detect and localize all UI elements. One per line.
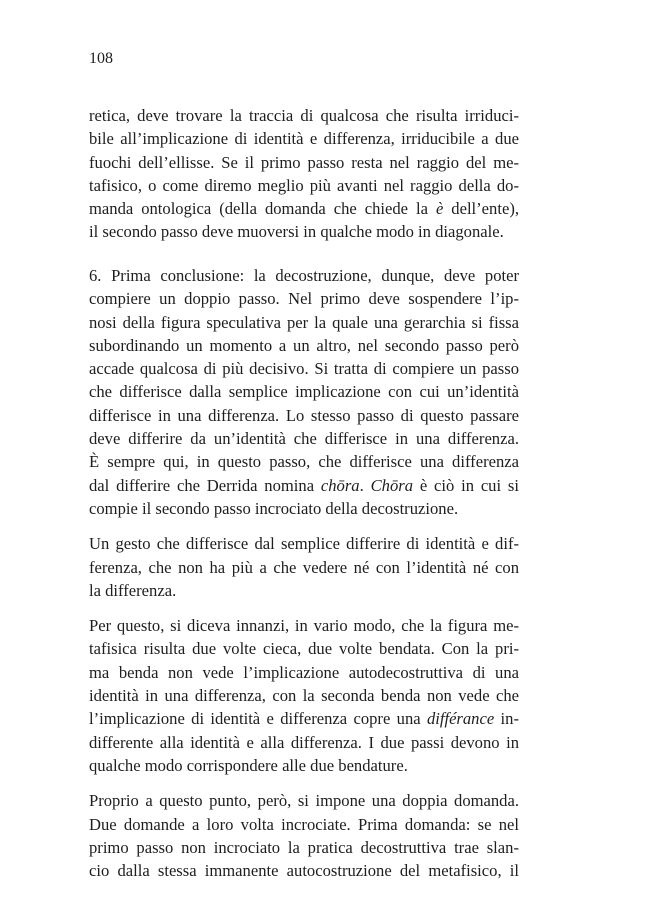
text-line: 6. Prima conclusione: la decostruzione, dunque, deve poter: [89, 266, 519, 285]
text-block-section-6: [89, 264, 519, 882]
paragraph: [89, 104, 519, 244]
text-line: Due domande a loro volta incrociate. Prima domanda: se nel: [89, 814, 519, 834]
text-line: [89, 474, 519, 497]
text-line: compie il secondo passo incrociato della decostruzione.: [89, 498, 459, 518]
text-line: Proprio a questo punto, però, si impone una doppia domanda.: [89, 791, 519, 811]
text-line: primo passo non incrociato la pratica decostruttiva trae slan-: [89, 837, 519, 857]
paragraph: [89, 614, 519, 777]
text-line: subordinando un momento a un altro, nel secondo passo però: [89, 335, 519, 355]
paragraph: [89, 264, 519, 520]
page-number: 108: [89, 50, 113, 67]
text-line: Un gesto che differisce dal semplice differire di identità e dif-: [89, 534, 519, 554]
text-line: deve differire da un’identità che differisce in una differenza.: [89, 429, 519, 449]
text-run: .: [359, 475, 371, 495]
text-line: che differisce dalla semplice implicazione con cui un’identità: [89, 382, 519, 402]
text-run: l’implicazione di identità e differenza copre una: [89, 709, 427, 729]
text-line: retica, deve trovare la traccia di qualcosa che risulta irriduci-: [89, 106, 519, 125]
text-line: differisce in una differenza. Lo stesso passo di questo passare: [89, 405, 519, 425]
italic-text: è: [435, 199, 444, 219]
text-line: bile all’implicazione di identità e differenza, irriducibile a due: [89, 129, 519, 149]
text-line: ferenza, che non ha più a che vedere né con l’identità né con: [89, 557, 519, 577]
text-line: nosi della figura speculativa per la quale una gerarchia si fissa: [89, 312, 519, 332]
text-line: differente alla identità e alla differenza. I due passi devono in: [89, 732, 519, 752]
italic-text: différance: [426, 709, 495, 729]
text-line: tafisica risulta due volte cieca, due volte bendata. Con la pri-: [89, 639, 519, 659]
text-line: fuochi dell’ellisse. Se il primo passo resta nel raggio del me-: [89, 152, 519, 172]
text-line: tafisico, o come diremo meglio più avanti nel raggio della do-: [89, 175, 519, 195]
text-line: Per questo, si diceva innanzi, in vario modo, che la figura me-: [89, 616, 519, 636]
text-line: la differenza.: [89, 580, 177, 600]
text-run: manda ontologica (della domanda che chiede la: [89, 199, 436, 219]
italic-text: chōra: [320, 475, 360, 495]
text-line: identità in una differenza, con la seconda benda non vede che: [89, 686, 519, 706]
text-line: il secondo passo deve muoversi in qualche modo in diagonale.: [89, 222, 504, 242]
text-line: È sempre qui, in questo passo, che differisce una differenza: [89, 452, 519, 472]
italic-text: Chōra: [370, 475, 413, 495]
text-line: qualche modo corrispondere alle due bendature.: [89, 755, 408, 775]
text-block-continuation: [89, 104, 519, 244]
text-run: dal differire che Derrida nomina: [89, 475, 321, 495]
paragraph: [89, 532, 519, 602]
text-line: [89, 707, 519, 730]
text-line: ma benda non vede l’implicazione autodecostruttiva di una: [89, 662, 519, 682]
text-line: accade qualcosa di più decisivo. Si tratta di compiere un passo: [89, 359, 519, 379]
text-line: cio dalla stessa immanente autocostruzione del metafisico, il: [89, 861, 519, 881]
text-run: è ciò in cui si: [413, 475, 519, 495]
text-line: [89, 197, 519, 220]
text-run: dell’ente),: [443, 199, 519, 219]
text-run: in-: [494, 709, 519, 729]
paragraph: [89, 789, 519, 882]
text-line: compiere un doppio passo. Nel primo deve sospendere l’ip-: [89, 289, 519, 309]
